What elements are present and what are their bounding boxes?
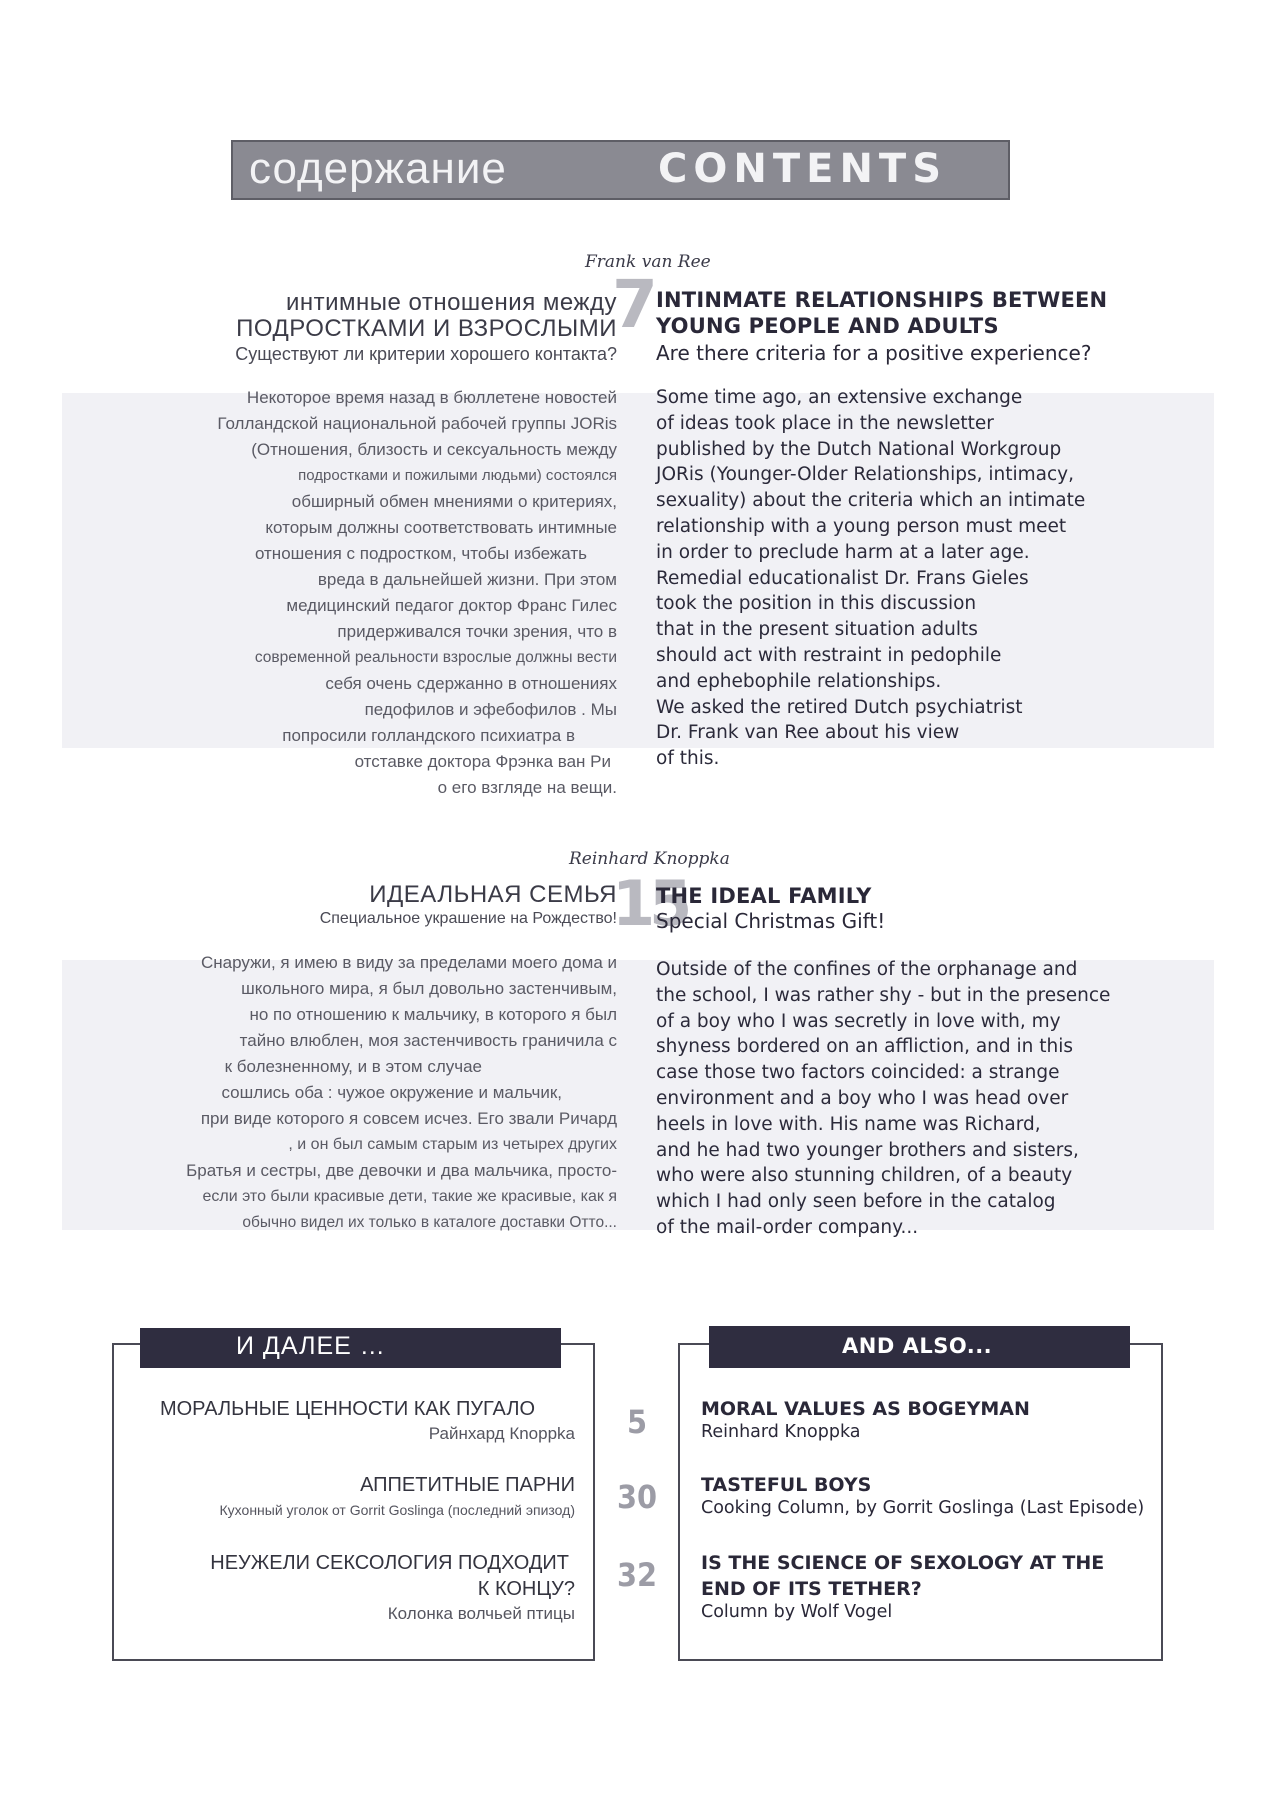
en-body-line: Dr. Frank van Ree about his view — [656, 722, 960, 744]
en-body-line: of ideas took place in the newsletter — [656, 412, 994, 434]
en-body-line: Outside of the confines of the orphanage and — [656, 959, 1078, 980]
ru-body-line: тайно влюблен, моя застенчивость граничила с — [239, 1031, 617, 1050]
en-body-line: published by the Dutch National Workgroup — [656, 438, 1062, 460]
en-body-line: took the position in this discussion — [656, 593, 977, 615]
article-2-ru-subtitle: Специальное украшение на Рождество! — [319, 910, 617, 927]
also-item-2-page[interactable]: 30 — [616, 1478, 658, 1516]
en-body-line: and ephebophile relationships. — [656, 670, 942, 692]
article-2-en-title[interactable] — [656, 883, 1216, 909]
also-item-en-sub: Reinhard Knoppka — [701, 1422, 861, 1442]
en-body-line: which I had only seen before in the catalog — [656, 1191, 1056, 1213]
also-item-ru-sub: Колонка волчьей птицы — [387, 1604, 575, 1623]
ru-title-line: интимные отношения между — [285, 289, 617, 316]
article-1-author: Frank van Ree — [585, 252, 711, 272]
article-2-en — [656, 883, 1216, 1241]
ru-body-line: обширный обмен мнениями о критериях, — [291, 492, 617, 511]
contents-banner — [231, 140, 1010, 200]
also-item-en-sub: Column by Wolf Vogel — [701, 1602, 893, 1622]
en-body-line: Some time ago, an extensive exchange — [656, 387, 1023, 408]
also-header-en: AND ALSO... — [842, 1334, 993, 1358]
also-item-en-title — [701, 1472, 1171, 1498]
ru-body-line: (Отношения, близость и сексуальность между — [251, 440, 617, 459]
ru-body-line: попросили голландского психиатра в — [282, 726, 575, 745]
article-2-ru-body — [37, 950, 617, 1236]
also-item-ru-title — [115, 1396, 575, 1422]
en-title-line: INTINMATE RELATIONSHIPS BETWEEN — [656, 288, 1108, 312]
also-item-3-en[interactable] — [701, 1550, 1161, 1622]
article-1-ru-body — [57, 385, 617, 801]
en-body-line: who were also stunning children, of a beauty — [656, 1165, 1073, 1187]
also-item-ru-title — [115, 1472, 575, 1498]
also-item-ru-sub: Райнхард Кnoppka — [428, 1424, 575, 1443]
ru-body-line: обычно видел их только в каталоге доставки Отто... — [242, 1214, 617, 1231]
ru-title-line: МОРАЛЬНЫЕ ЦЕННОСТИ КАК ПУГАЛО — [159, 1398, 535, 1420]
also-item-en-title — [701, 1396, 1161, 1422]
ru-body-line: подростками и пожилыми людьми) состоялся — [298, 467, 617, 484]
article-2-ru — [37, 882, 617, 1236]
en-body-line: case those two factors coincided: a strange — [656, 1062, 1060, 1084]
also-item-1-en[interactable] — [701, 1396, 1161, 1442]
ru-title-line: НЕУЖЕЛИ СЕКСОЛОГИЯ ПОДХОДИТ — [210, 1552, 569, 1574]
also-tab-ru — [140, 1328, 561, 1368]
ru-title-line: ПОДРОСТКАМИ И ВЗРОСЛЫМИ — [236, 315, 617, 342]
ru-body-line: медицинский педагог доктор Франс Гилес — [286, 596, 617, 615]
en-body-line: in order to preclude harm at a later age. — [656, 541, 1030, 563]
article-1-page-number[interactable]: 7 — [612, 266, 658, 343]
ru-body-line: отставке доктора Фрэнка ван Ри — [354, 752, 611, 771]
ru-body-line: при виде которого я совсем исчез. Его звали Ричард — [200, 1109, 617, 1128]
ru-body-line: придерживался точки зрения, что в — [337, 622, 617, 641]
en-title-line: MORAL VALUES AS BOGEYMAN — [701, 1398, 1030, 1420]
ru-body-line: отношения с подростком, чтобы избежать — [254, 544, 587, 563]
article-1-en-subtitle: Are there criteria for a positive experience? — [656, 341, 1092, 365]
en-title-line: TASTEFUL BOYS — [701, 1474, 872, 1496]
ru-body-line: Братья и сестры, две девочки и два мальчика, просто- — [186, 1161, 617, 1180]
article-2-ru-title[interactable] — [37, 882, 617, 908]
also-item-2-ru[interactable] — [115, 1472, 575, 1518]
article-2-author: Reinhard Knoppka — [569, 849, 730, 869]
en-body-line: should act with restraint in pedophile — [656, 644, 1002, 666]
ru-body-line: педофилов и эфебофилов . Мы — [364, 700, 617, 719]
en-body-line: environment and a boy who I was head over — [656, 1087, 1069, 1109]
banner-title-en: CONTENTS — [658, 146, 948, 192]
en-body-line: heels in love with. His name was Richard, — [656, 1113, 1041, 1135]
en-title-line: YOUNG PEOPLE AND ADULTS — [656, 314, 999, 338]
en-body-line: the school, I was rather shy - but in the presence — [656, 984, 1111, 1006]
ru-body-line: себя очень сдержанно в отношениях — [325, 674, 617, 693]
article-1-en-title[interactable] — [656, 287, 1216, 339]
also-item-1-page[interactable]: 5 — [626, 1403, 648, 1441]
ru-body-line: которым должны соответствовать интимные — [265, 518, 617, 537]
ru-body-line: вреда в дальнейшей жизни. При этом — [317, 570, 617, 589]
en-body-line: of this. — [656, 748, 720, 770]
en-body-line: of the mail-order company... — [656, 1216, 919, 1238]
also-item-en-title — [701, 1550, 1161, 1602]
also-item-en-sub: Cooking Column, by Gorrit Goslinga (Last Episode) — [701, 1498, 1145, 1518]
en-body-line: that in the present situation adults — [656, 619, 978, 641]
en-body-line: relationship with a young person must meet — [656, 515, 1067, 537]
en-body-line: Remedial educationalist Dr. Frans Gieles — [656, 567, 1029, 589]
article-1-en-body — [656, 385, 1216, 772]
also-item-3-page[interactable]: 32 — [616, 1556, 658, 1594]
en-body-line: sexuality) about the criteria which an intimate — [656, 490, 1086, 512]
en-body-line: We asked the retired Dutch psychiatrist — [656, 696, 1023, 718]
ru-body-line: Некоторое время назад в бюллетене новостей — [246, 388, 617, 407]
also-item-3-ru[interactable] — [115, 1550, 575, 1624]
en-body-line: JORis (Younger-Older Relationships, intimacy, — [656, 464, 1074, 486]
also-header-ru: И ДАЛЕЕ … — [236, 1332, 386, 1360]
en-body-line: shyness bordered on an affliction, and in this — [656, 1036, 1074, 1058]
en-title-line: THE IDEAL FAMILY — [656, 884, 872, 908]
article-1-ru — [57, 290, 617, 801]
ru-title-line: АППЕТИТНЫЕ ПАРНИ — [360, 1474, 575, 1496]
article-1-ru-title[interactable] — [57, 290, 617, 342]
also-item-2-en[interactable] — [701, 1472, 1171, 1518]
ru-body-line: но по отношению к мальчику, в которого я был — [249, 1005, 617, 1024]
ru-body-line: школьного мира, я был довольно застенчивым, — [241, 979, 617, 998]
ru-body-line: о его взгляде на вещи. — [437, 778, 617, 797]
ru-body-line: Голландской национальной рабочей группы JORis — [217, 414, 617, 433]
also-item-ru-title — [115, 1550, 575, 1602]
article-2-en-subtitle: Special Christmas Gift! — [656, 909, 886, 933]
ru-body-line: , и он был самым старым из четырех других — [288, 1136, 617, 1153]
article-1-en — [656, 287, 1216, 772]
banner-title-ru: содержание — [249, 144, 507, 193]
ru-body-line: Снаружи, я имею в виду за пределами моего дома и — [201, 953, 617, 972]
en-body-line: of a boy who I was secretly in love with, my — [656, 1010, 1061, 1032]
ru-body-line: сошлись оба : чужое окружение и мальчик, — [221, 1083, 562, 1102]
en-title-line: END OF ITS TETHER? — [701, 1578, 922, 1600]
article-2-page-number[interactable]: 15 — [612, 867, 687, 940]
ru-body-line: к болезненному, и в этом случае — [224, 1057, 482, 1076]
ru-title-line: К КОНЦУ? — [477, 1578, 575, 1600]
also-tab-en — [709, 1326, 1130, 1368]
ru-body-line: если это были красивые дети, такие же красивые, как я — [202, 1188, 617, 1205]
also-item-1-ru[interactable] — [115, 1396, 575, 1444]
en-body-line: and he had two younger brothers and sisters, — [656, 1139, 1079, 1161]
article-1-ru-subtitle: Существуют ли критерии хорошего контакта? — [235, 344, 617, 364]
ru-body-line: современной реальности взрослые должны вести — [254, 649, 617, 666]
en-title-line: IS THE SCIENCE OF SEXOLOGY AT THE — [701, 1552, 1105, 1574]
article-2-en-body — [656, 957, 1216, 1241]
also-item-ru-sub: Кухонный уголок от Gorrit Goslinga (последний эпизод) — [219, 1502, 575, 1518]
ru-title-line: ИДЕАЛЬНАЯ СЕМЬЯ — [369, 881, 617, 908]
